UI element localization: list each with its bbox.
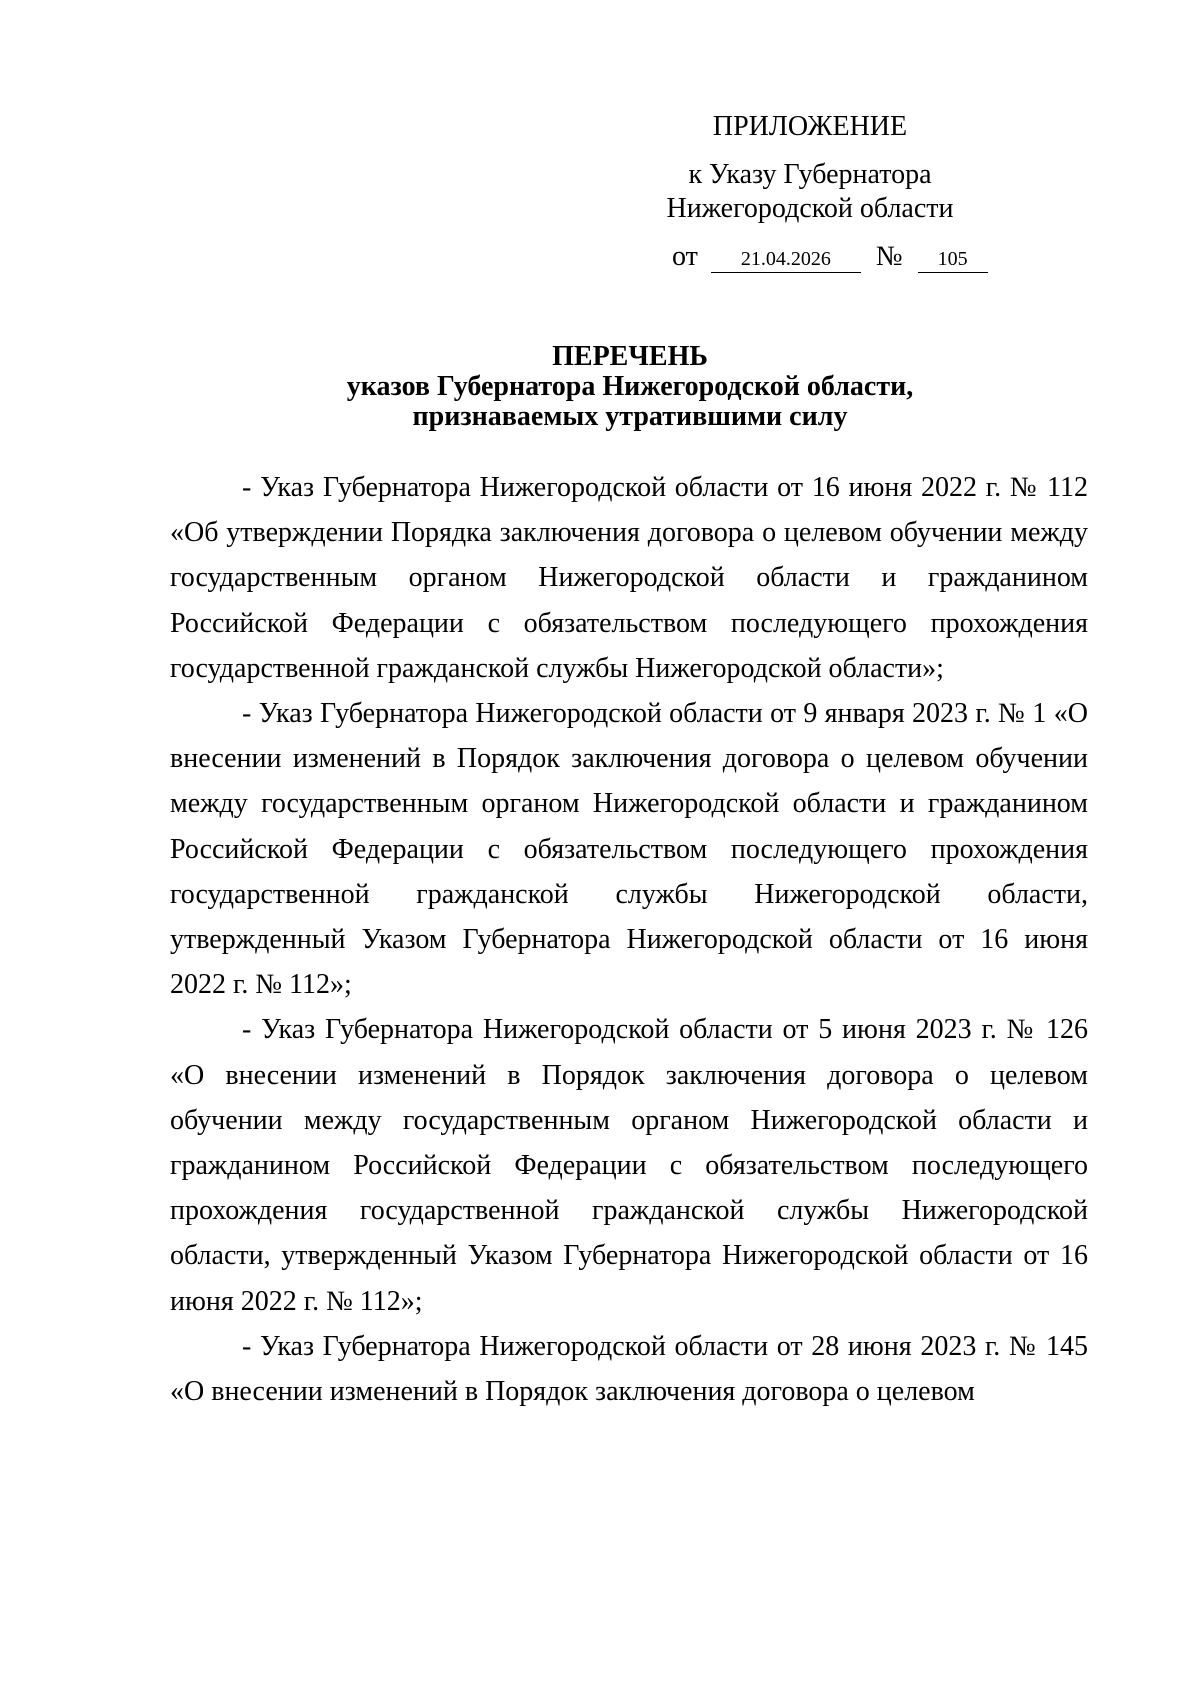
list-item: - Указ Губернатора Нижегородской области от 9 января 2023 г. № 1 «О внесении изменений в Порядок заключения договора о целевом обучении между государственным органом Нижегородской области и гражданином Российской Федерации с обязательством последующего прохождения государственной гражданской службы Нижегородской области, утвержденный Указом Губернатора Нижегородской области от 16 июня 2022 г. № 112»; xyxy=(170,698,1088,1001)
appendix-date-number-line xyxy=(620,240,1000,274)
decree-number: 105 xyxy=(918,246,988,273)
appendix-title: ПРИЛОЖЕНИЕ xyxy=(712,111,908,142)
appendix-header xyxy=(620,110,1000,274)
document-heading xyxy=(170,342,1090,432)
decree-list xyxy=(170,465,1088,1414)
appendix-reference-line-1: к Указу Губернатора xyxy=(688,159,932,190)
number-sign: № xyxy=(875,241,903,272)
heading-line-3: признаваемых утратившими силу xyxy=(412,401,848,432)
list-item: - Указ Губернатора Нижегородской области от 16 июня 2022 г. № 112 «Об утверждении Порядка заключения договора о целевом обучении между государственным органом Нижегородской области и гражданином Российской Федерации с обязательством последующего прохождения государственной гражданской службы Нижегородской области»; xyxy=(170,472,1088,684)
heading-line-1: ПЕРЕЧЕНЬ xyxy=(552,341,708,372)
heading-line-2: указов Губернатора Нижегородской области, xyxy=(346,371,914,402)
date-prefix: от xyxy=(672,241,698,272)
list-item: - Указ Губернатора Нижегородской области от 28 июня 2023 г. № 145 «О внесении изменений в Порядок заключения договора о целевом xyxy=(170,1330,1088,1408)
appendix-reference-line-2: Нижегородской области xyxy=(666,193,954,224)
list-item: - Указ Губернатора Нижегородской области от 5 июня 2023 г. № 126 «О внесении изменений в Порядок заключения договора о целевом обучении между государственным органом Нижегородской области и гражданином Российской Федерации с обязательством последующего прохождения государственной гражданской службы Нижегородской области, утвержденный Указом Губернатора Нижегородской области от 16 июня 2022 г. № 112»; xyxy=(170,1014,1088,1317)
decree-date: 21.04.2026 xyxy=(711,246,861,273)
